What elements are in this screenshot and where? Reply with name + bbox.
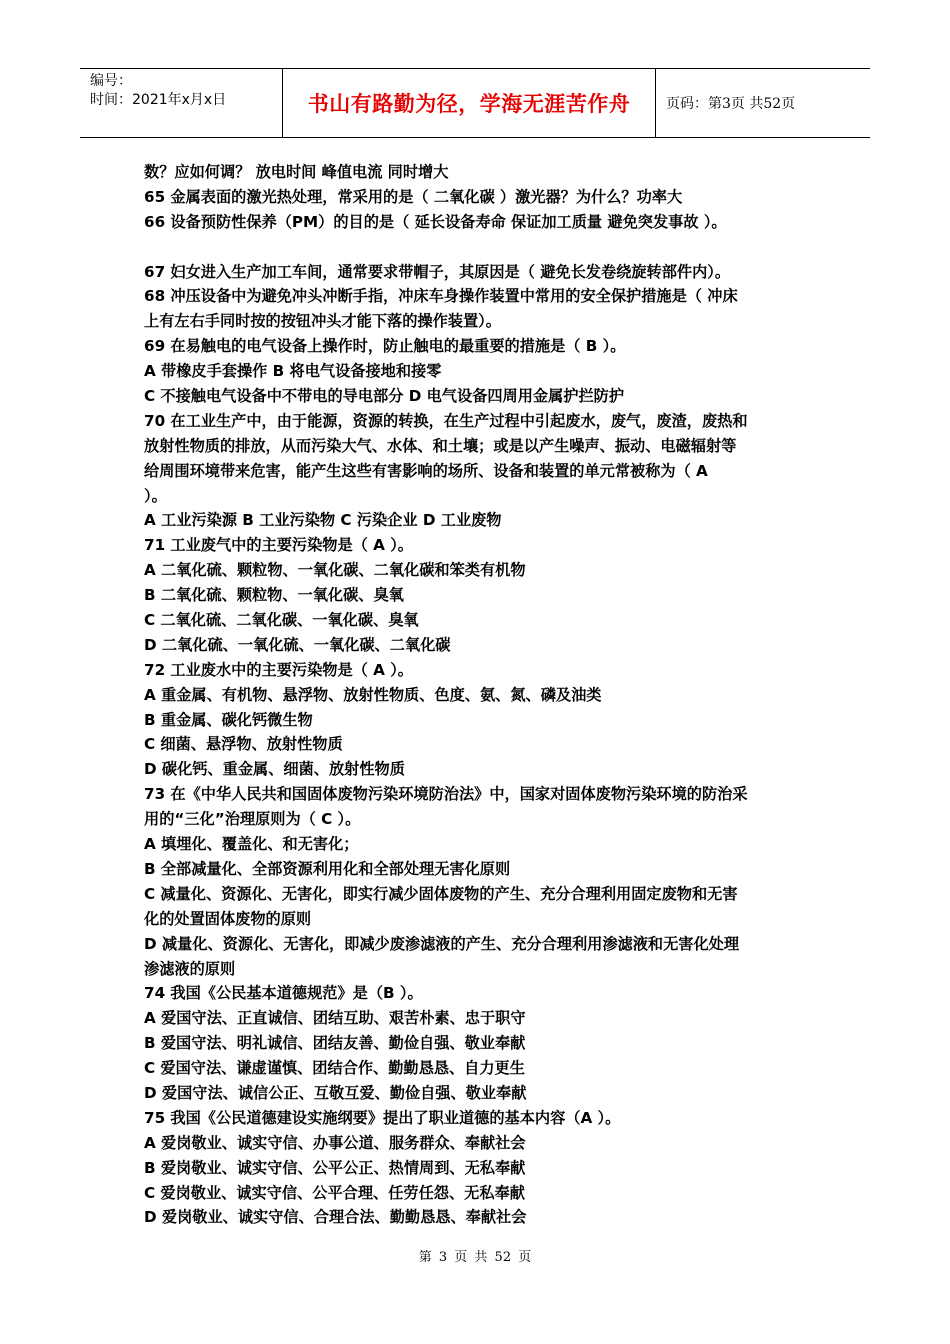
document-number-label: 编号： <box>90 73 132 89</box>
text-line: C 不接触电气设备中不带电的导电部分 D 电气设备四周用金属护拦防护 <box>144 387 625 406</box>
text-line: C 爱国守法、谦虚谨慎、团结合作、勤勤恳恳、自力更生 <box>144 1059 525 1078</box>
text-line: 73 在《中华人民共和国固体废物污染环境防治法》中，国家对固体废物污染环境的防治采 <box>144 785 748 804</box>
text-line: C 爱岗敬业、诚实守信、公平合理、任劳任怨、无私奉献 <box>144 1183 525 1202</box>
text-line: D 碳化钙、重金属、细菌、放射性物质 <box>144 760 405 779</box>
text-line: 67 妇女进入生产加工车间，通常要求带帽子，其原因是（ 避免长发卷绕旋转部件内）。 <box>144 262 731 281</box>
text-line: 放射性物质的排放，从而污染大气、水体、和土壤；或是以产生噪声、振动、电磁辐射等 <box>144 436 737 455</box>
text-line: C 二氧化硫、二氧化碳、一氧化碳、臭氧 <box>144 611 419 630</box>
text-line: 渗滤液的原则 <box>144 959 236 978</box>
text-line: D 减量化、资源化、无害化，即减少废渗滤液的产生、充分合理利用渗滤液和无害化处理 <box>144 934 740 953</box>
text-line: 68 冲压设备中为避免冲头冲断手指，冲床车身操作装置中常用的安全保护措施是（ 冲床 <box>144 287 738 306</box>
text-line: 70 在工业生产中，由于能源，资源的转换，在生产过程中引起废水，废气，废渣，废热和 <box>144 411 748 430</box>
text-line: ）。 <box>144 486 167 505</box>
page-footer: 第 3 页 共 52 页 <box>418 1250 532 1265</box>
text-line: 化的处置固体废物的原则 <box>144 909 312 928</box>
text-line: A 二氧化硫、颗粒物、一氧化碳、二氧化碳和笨类有机物 <box>144 561 526 580</box>
text-line: D 二氧化硫、一氧化硫、一氧化碳、二氧化碳 <box>144 635 451 654</box>
text-line: 75 我国《公民道德建设实施纲要》提出了职业道德的基本内容（A ）。 <box>144 1108 621 1127</box>
text-line: B 爱岗敬业、诚实守信、公平公正、热情周到、无私奉献 <box>144 1158 526 1177</box>
text-line: 74 我国《公民基本道德规范》是（B ）。 <box>144 984 423 1003</box>
text-line: B 二氧化硫、颗粒物、一氧化碳、臭氧 <box>144 586 404 605</box>
text-line: A 带橡皮手套操作 B 将电气设备接地和接零 <box>144 362 442 381</box>
text-line: 65 金属表面的激光热处理，常采用的是（ 二氧化碳 ）激光器？为什么？功率大 <box>144 187 683 206</box>
text-line: 上有左右手同时按的按钮冲头才能下落的操作装置）。 <box>144 312 501 331</box>
text-line: A 工业污染源 B 工业污染物 C 污染企业 D 工业废物 <box>144 511 502 530</box>
text-line: A 爱岗敬业、诚实守信、办事公道、服务群众、奉献社会 <box>144 1133 526 1152</box>
header-motto: 书山有路勤为径，学海无涯苦作舟 <box>283 69 656 137</box>
header-meta <box>80 69 283 137</box>
text-line: B 全部减量化、全部资源利用化和全部处理无害化原则 <box>144 859 511 878</box>
text-line: B 重金属、碳化钙微生物 <box>144 710 313 729</box>
text-line: A 填埋化、覆盖化、和无害化； <box>144 835 359 854</box>
text-line: 给周围环境带来危害，能产生这些有害影响的场所、设备和装置的单元常被称为（ A <box>144 461 708 480</box>
text-line: C 细菌、悬浮物、放射性物质 <box>144 735 343 754</box>
text-line: C 减量化、资源化、无害化，即实行减少固体废物的产生、充分合理利用固定废物和无害 <box>144 884 738 903</box>
text-line: 66 设备预防性保养（PM）的目的是（ 延长设备寿命 保证加工质量 避免突发事故 ）。 <box>144 212 727 231</box>
text-line: 71 工业废气中的主要污染物是（ A ）。 <box>144 536 413 555</box>
text-line <box>144 235 812 260</box>
text-line: 69 在易触电的电气设备上操作时，防止触电的最重要的措施是（ B ）。 <box>144 337 626 356</box>
page-header <box>80 68 870 138</box>
header-page-info: 页码：第3页 共52页 <box>666 96 796 112</box>
text-line: D 爱国守法、诚信公正、互敬互爱、勤俭自强、敬业奉献 <box>144 1083 527 1102</box>
document-body <box>144 160 812 1230</box>
text-line: A 爱国守法、正直诚信、团结互助、艰苦朴素、忠于职守 <box>144 1009 526 1028</box>
document-date: 时间：2021年x月x日 <box>90 92 227 108</box>
text-line: 数？应如何调？ 放电时间 峰值电流 同时增大 <box>144 163 449 181</box>
text-line: B 爱国守法、明礼诚信、团结友善、勤俭自强、敬业奉献 <box>144 1034 526 1053</box>
text-line: A 重金属、有机物、悬浮物、放射性物质、色度、氨、氮、磷及油类 <box>144 685 602 704</box>
text-line: 72 工业废水中的主要污染物是（ A ）。 <box>144 660 413 679</box>
text-line: 用的“三化”治理原则为（ C ）。 <box>144 810 361 829</box>
text-line: D 爱岗敬业、诚实守信、合理合法、勤勤恳恳、奉献社会 <box>144 1208 527 1227</box>
